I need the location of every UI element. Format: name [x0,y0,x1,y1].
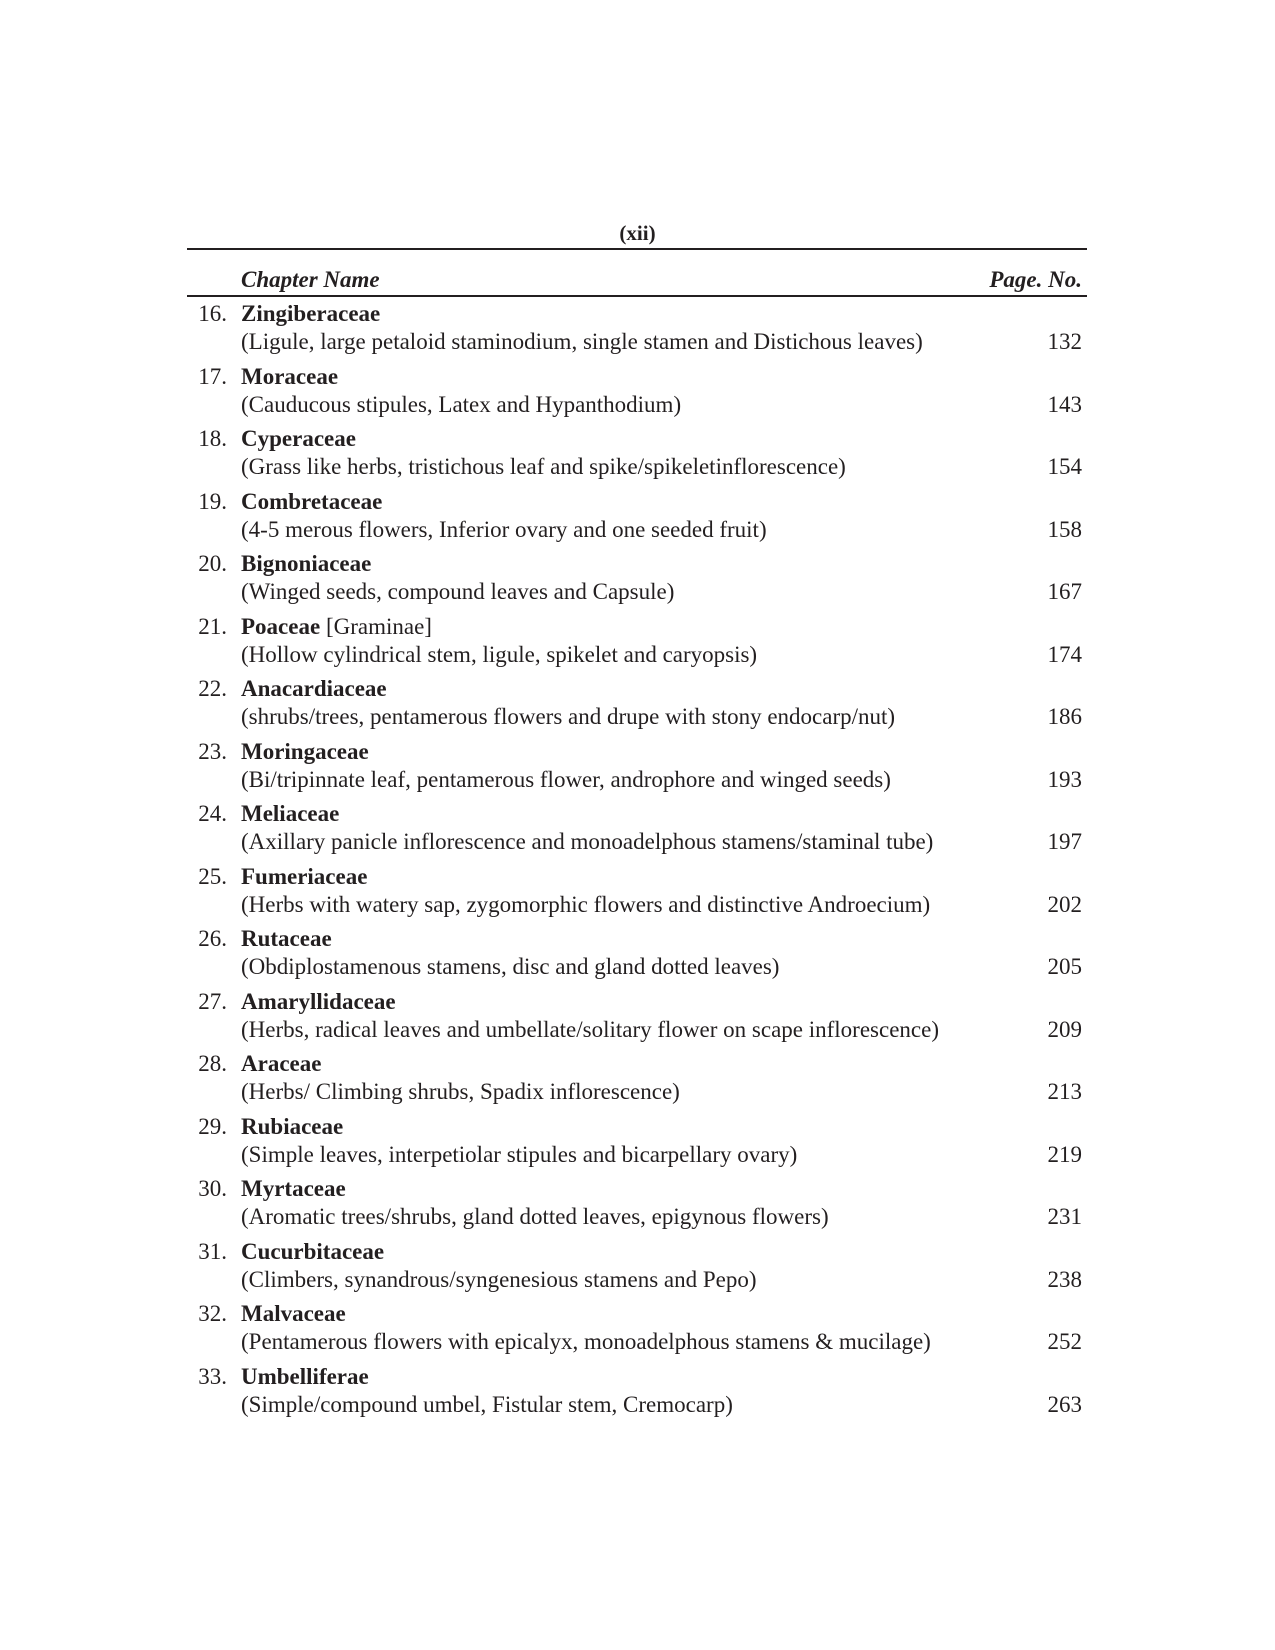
entry-description: (Simple leaves, interpetiolar stipules and bicarpellary ovary) [241,1141,798,1167]
entry-description: (Cauducous stipules, Latex and Hypanthodium) [241,391,682,417]
entry-title [241,425,356,453]
entry-number: 32. [198,1301,227,1326]
entry-title [241,988,396,1016]
family-name: Amaryllidaceae [241,988,396,1014]
toc-entry [187,675,1087,738]
entry-description: (Herbs, radical leaves and umbellate/solitary flower on scape inflorescence) [241,1016,939,1042]
family-name: Rubiaceae [241,1113,344,1139]
entry-number: 19. [198,488,227,514]
entry-description: (Herbs/ Climbing shrubs, Spadix inflorescence) [241,1079,680,1104]
toc-entry [187,1300,1087,1363]
entry-number: 25. [198,863,227,889]
entry-title [241,1238,384,1266]
entry-title [241,863,367,891]
entry-number: 33. [198,1363,227,1389]
toc-entry [187,488,1087,551]
family-name: Anacardiaceae [241,676,387,701]
entry-page-number: 186 [1047,704,1082,729]
entry-number: 22. [198,676,227,701]
entry-title [241,550,371,578]
family-name: Meliaceae [241,801,340,826]
entry-description: (Pentamerous flowers with epicalyx, monoadelphous stamens & mucilage) [241,1329,931,1354]
toc-entry [187,550,1087,613]
entry-number: 30. [198,1176,227,1201]
entry-description: (Winged seeds, compound leaves and Capsule) [241,579,675,604]
entry-title [241,1175,346,1203]
entry-title [241,300,380,328]
family-name: Myrtaceae [241,1176,346,1201]
toc-entry [187,425,1087,488]
entry-page-number: 143 [1047,391,1082,417]
entry-page-number: 202 [1047,891,1082,917]
header-top-rule [187,248,1087,250]
entry-description: (shrubs/trees, pentamerous flowers and drupe with stony endocarp/nut) [241,704,896,729]
family-name: Araceae [241,1051,322,1076]
family-name: Bignoniaceae [241,551,372,576]
entry-title [241,925,332,953]
entry-number: 28. [198,1051,227,1076]
entry-number: 27. [198,988,227,1014]
family-name: Poaceae [241,613,321,639]
family-name: Cucurbitaceae [241,1238,385,1264]
entry-description: (Herbs with watery sap, zygomorphic flowers and distinctive Androecium) [241,891,931,917]
entry-title [241,488,382,516]
entry-description: (Axillary panicle inflorescence and monoadelphous stamens/staminal tube) [241,829,934,854]
entry-number: 17. [198,363,227,389]
entry-number: 26. [198,926,227,951]
toc-entry [187,363,1087,426]
entry-number: 20. [198,551,227,576]
entry-title [241,1363,369,1391]
entry-description: (4-5 merous flowers, Inferior ovary and one seeded fruit) [241,516,767,542]
toc-entry [187,988,1087,1051]
family-name: Zingiberaceae [241,301,381,326]
entry-title [241,800,339,828]
toc-entry [187,300,1087,363]
entry-page-number: 252 [1047,1329,1082,1354]
entry-title [241,613,432,641]
entry-page-number: 174 [1047,641,1082,667]
entry-page-number: 219 [1047,1141,1082,1167]
family-name: Moraceae [241,363,339,389]
entry-title [241,675,387,703]
entry-number: 18. [198,426,227,451]
entry-description: (Grass like herbs, tristichous leaf and spike/spikeletinflorescence) [241,454,846,479]
entry-page-number: 238 [1047,1266,1082,1292]
entry-page-number: 213 [1047,1079,1082,1104]
family-name: Combretaceae [241,488,383,514]
family-name: Cyperaceae [241,426,356,451]
family-name: Rutaceae [241,926,332,951]
entry-number: 16. [198,301,227,326]
entry-number: 29. [198,1113,227,1139]
entry-description: (Simple/compound umbel, Fistular stem, Cremocarp) [241,1391,733,1417]
entry-number: 31. [198,1238,227,1264]
chapter-name-heading: Chapter Name [241,267,380,292]
toc-entry [187,1363,1087,1426]
toc-entry [187,738,1087,801]
entry-title [241,363,338,391]
entry-description: (Obdiplostamenous stamens, disc and gland dotted leaves) [241,954,780,979]
entry-page-number: 263 [1047,1391,1082,1417]
header-bottom-rule [187,295,1087,297]
entry-page-number: 158 [1047,516,1082,542]
entry-number: 24. [198,801,227,826]
entry-title [241,738,369,766]
entry-description: (Climbers, synandrous/syngenesious stamens and Pepo) [241,1266,757,1292]
entry-description: (Ligule, large petaloid staminodium, single stamen and Distichous leaves) [241,329,923,354]
entry-page-number: 132 [1047,329,1082,354]
toc-entry [187,1113,1087,1176]
toc-header [187,266,1087,294]
entry-page-number: 193 [1047,766,1082,792]
entry-description: (Hollow cylindrical stem, ligule, spikelet and caryopsis) [241,641,758,667]
family-name: Fumeriaceae [241,863,368,889]
entry-number: 23. [198,738,227,764]
family-name: Moringaceae [241,738,369,764]
toc-entry [187,863,1087,926]
entry-page-number: 167 [1047,579,1082,604]
entry-title [241,1113,343,1141]
entry-title [241,1050,321,1078]
toc-entry [187,1050,1087,1113]
entry-description: (Bi/tripinnate leaf, pentamerous flower, androphore and winged seeds) [241,766,891,792]
entry-number: 21. [198,613,227,639]
toc-entry [187,1175,1087,1238]
page-no-heading: Page. No. [989,267,1082,292]
toc-entry [187,925,1087,988]
toc-entry [187,613,1087,676]
table-of-contents [187,300,1087,1425]
toc-entry [187,1238,1087,1301]
toc-entry [187,800,1087,863]
family-name: Umbelliferae [241,1363,369,1389]
entry-page-number: 205 [1047,954,1082,979]
entry-description: (Aromatic trees/shrubs, gland dotted leaves, epigynous flowers) [241,1204,829,1229]
entry-title [241,1300,346,1328]
page-number: (xii) [619,221,656,245]
entry-page-number: 231 [1047,1204,1082,1229]
family-alt-name: [Graminae] [320,613,432,639]
entry-page-number: 154 [1047,454,1082,479]
family-name: Malvaceae [241,1301,346,1326]
entry-page-number: 209 [1047,1016,1082,1042]
entry-page-number: 197 [1047,829,1082,854]
